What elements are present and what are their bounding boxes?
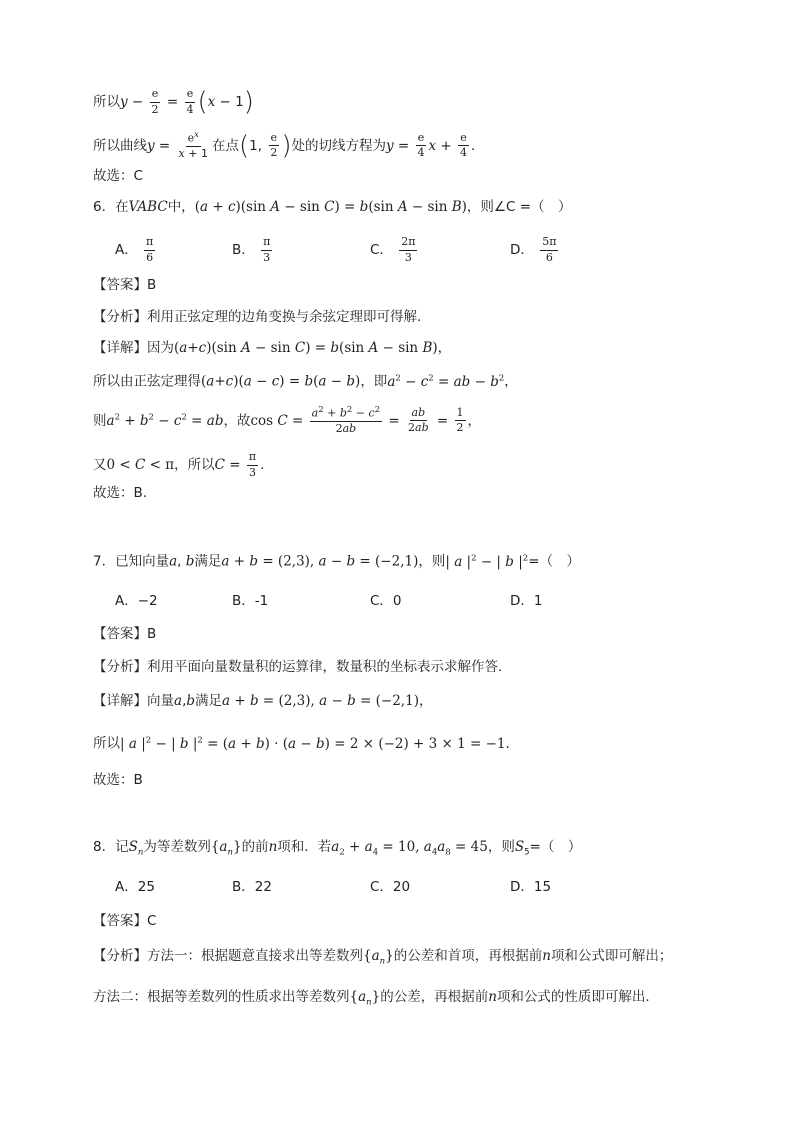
text: 项和公式即可解出； [550, 948, 673, 964]
text: 项和．若 [277, 839, 332, 855]
q6-option-b: B． $\frac{\pi}{3}$ [232, 235, 271, 264]
text: 【详解】 [93, 340, 147, 356]
text: 满足 [195, 693, 223, 709]
text: D． [510, 242, 534, 259]
text: 方法一：根据题意直接求出等差数列 [147, 948, 363, 964]
q7-analysis [93, 661, 502, 675]
q6-detail-2: 所以由正弦定理得(a+c)(a − c) = b(a − b)，即$a^2 - c^2$ = ab − $b^2$， [93, 373, 518, 390]
q8-option-d: D．15 [510, 879, 552, 895]
q6-option-a: A． $\frac{\pi}{6}$ [115, 235, 154, 264]
q6-detail-1: 【详解】因为(a+c)(sin A − sin C) = b(sin A − sin B)， [93, 340, 452, 356]
q7-option-a: A．−2 [115, 593, 158, 609]
q7-detail-2: 所以| a $|^2$ − | b $|^2 = (a + b) \cdot (a - b) = 2 \times (-2) + 3 \times 1 = -1$. [93, 735, 510, 752]
question-8-stem: 8．记$S_n$为等差数列$\{a_n\}$的前n项和．若$a_2 + a_4 = 10$, $a_4a_8 = 45$，则$S_5=$（ ） [93, 839, 582, 858]
text: 7．已知向量 [93, 553, 170, 570]
text: B． [232, 242, 255, 259]
q6-analysis [93, 311, 421, 325]
text: 方法二：根据等差数列的性质求出等差数列 [93, 989, 350, 1005]
q7-detail-1: 【详解】向量a,b满足a + b = (2,3), a − b = (−2,1)， [93, 693, 433, 709]
text: =（ ） [528, 553, 580, 570]
q6-option-d: D． $\frac{5\pi}{6}$ [510, 235, 557, 264]
q8-answer: 【答案】C [93, 913, 157, 929]
q7-option-b: B．-1 [232, 593, 269, 609]
text: 所以 [93, 94, 120, 111]
text: 利用正弦定理的边角变换与余弦定理即可得解. [147, 309, 422, 325]
text: ，则 [487, 839, 515, 855]
text: 的公差，再根据前 [380, 989, 489, 1005]
text: . [471, 137, 476, 154]
text: 的前 [241, 839, 269, 855]
q8-analysis-2: 方法二：根据等差数列的性质求出等差数列$\{a_n\}$的公差，再根据前n项和公式的性质即可解出. [93, 989, 650, 1008]
text: 6．在 [93, 199, 129, 215]
q6-detail-3: 则$a^2 + b^2 - c^2$ = ab，故cos C = $\frac{a^2 + b^2 - c^2}{2ab}$ = $\frac{ab}{2ab}$ = $\frac{1}{2}$ ， [93, 405, 482, 436]
text: 因为 [147, 340, 174, 356]
question-6-stem: 6．在VABC中，(a + c)(sin A − sin C) = b(sin A − sin B)，则∠C =（ ） [93, 199, 572, 215]
text: =（ ） [529, 839, 582, 855]
text: 处的切线方程为 [291, 137, 386, 154]
q6-end: 故选：B. [93, 485, 148, 501]
text: 的公差和首项，再根据前 [393, 948, 543, 964]
text: 【分析】 [93, 659, 147, 675]
q6-answer: 【答案】B [93, 277, 157, 293]
text: 所以由正弦定理得 [93, 373, 201, 390]
text: 在点 [211, 137, 239, 154]
text: 所以 [93, 735, 120, 752]
q8-option-a: A．25 [115, 879, 155, 895]
text: 为等差数列 [143, 839, 211, 855]
q6-detail-4: 又0 < C < π，所以C = $\frac{\pi}{3}$ . [93, 450, 265, 479]
solution-line-1: 所以y − $\frac{e}{2}$ = $\frac{e}{4}$ (x − 1) [93, 87, 254, 118]
text: 满足 [194, 553, 222, 570]
text: 【分析】 [93, 948, 147, 964]
q8-analysis-1: 【分析】方法一：根据题意直接求出等差数列$\{a_n\}$的公差和首项，再根据前n项和公式即可解出； [93, 948, 673, 967]
q7-answer: 【答案】B [93, 626, 157, 642]
text: ，即 [360, 373, 388, 390]
question-7-stem: 7．已知向量a, b满足a + b = (2,3), a − b = (−2,1)，则| a $|^2$ − | b $|^2=$（ ） [93, 553, 580, 570]
answer-choice-line: 故选：C [93, 168, 143, 184]
q8-option-b: B．22 [232, 879, 272, 895]
text: 则 [93, 412, 107, 429]
q7-option-c: C．0 [370, 593, 402, 609]
text: 向量 [147, 693, 174, 709]
text: ，故 [223, 412, 251, 429]
text: ，则∠C =（ ） [466, 199, 572, 215]
text: C． [370, 242, 393, 259]
text: 【详解】 [93, 693, 147, 709]
q7-option-d: D．1 [510, 593, 543, 609]
text: 所以曲线 [93, 137, 147, 154]
text: A． [115, 242, 138, 259]
text: ，所以 [174, 457, 215, 474]
text: 【分析】 [93, 309, 147, 325]
q7-end: 故选：B [93, 772, 143, 788]
text: 8．记 [93, 839, 129, 855]
q6-option-c: C． $\frac{2\pi}{3}$ [370, 235, 416, 264]
text: ，则 [418, 553, 446, 570]
text: 又 [93, 457, 107, 474]
text: 项和公式的性质即可解出. [496, 989, 650, 1005]
q8-option-c: C．20 [370, 879, 411, 895]
text: 利用平面向量数量积的运算律，数量积的坐标表示求解作答. [147, 659, 503, 675]
text: 中， [167, 199, 195, 215]
solution-line-2: 所以曲线y = $\frac{e^x}{x + 1}$ 在点(1, $\frac{e}{2}$ )处的切线方程为y = $\frac{e}{4}$ x + $\frac{e}{4}$ . [93, 130, 476, 161]
